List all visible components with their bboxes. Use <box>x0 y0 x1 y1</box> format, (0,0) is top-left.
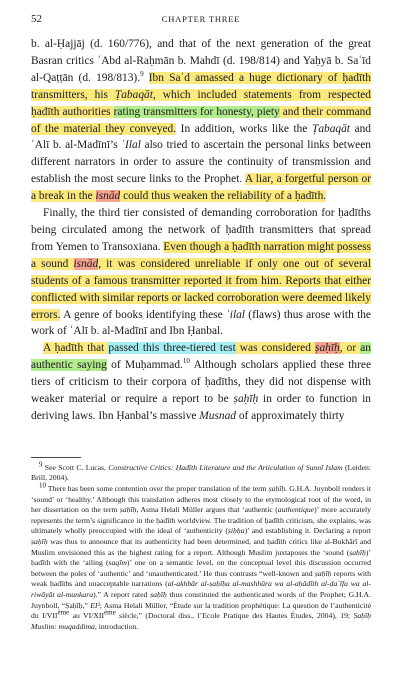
footnote-ref-9[interactable]: 9 <box>140 70 144 79</box>
footnote-9 <box>31 460 371 484</box>
text-italic: Ṭabaqāt <box>312 122 350 135</box>
footnote-number: 10 <box>39 481 46 490</box>
footnote-text: was thus to announce that its authenticity had been determined, and ḥadīth critics like al-Bukhārī and Muslim envisioned this as the highest rating for a report. Although Muslim juxtaposes the ‘sound ( <box>31 537 371 557</box>
footnote-italic: authentique <box>277 505 315 515</box>
footnote-italic: ṣaḥīḥ <box>349 547 366 557</box>
footnote-text: , Asma Helali Müller argues that ‘authentic ( <box>136 505 278 515</box>
text-run: Finally, the third tier consisted of demanding corroboration for ḥadīths being circulated among the network of ḥadīth transmitters that spread from Yemen to Transoxiana. <box>31 207 371 253</box>
highlight-yellow[interactable]: was considered <box>235 342 316 355</box>
highlight-cyan[interactable]: passed this three-tiered test <box>108 342 236 355</box>
footnote-text: There has been some contention over the proper translation of the term <box>46 484 269 494</box>
text-run: in order to function in deriving laws. Ibn Ḥanbal’s massive <box>31 393 371 422</box>
highlight-yellow[interactable]: , it was considered unreliable if only one out of several students of a famous transmitter reported it from him. Reports that either conflicted with similar reports or lacked corroboration were deemed likely errors. <box>31 257 372 321</box>
footnote-number: 9 <box>39 460 43 469</box>
superscript: ème <box>57 608 70 617</box>
footnote-divider <box>31 457 81 458</box>
text-run: Although scholars applied these three tiers of criticism to their corpora of ḥadīths, they did not dispense with weaker material or require a report to be <box>31 359 371 406</box>
paragraph-2 <box>31 205 371 340</box>
highlight-green[interactable]: rating transmitters for honesty, piety <box>113 105 280 118</box>
text-run: A genre of books identifying these <box>60 308 226 321</box>
text-run: also tried to ascertain the personal links between different narrators in order to assure the continuity of transmission and establish the most secure links to the Prophet. <box>31 139 371 186</box>
footnote-italic: EI² <box>90 600 100 610</box>
highlight-yellow-italic[interactable]: Ṭabaqāt <box>114 88 153 101</box>
highlight-yellow[interactable]: and their command of the material they conveyed. <box>31 105 372 135</box>
footnote-text: . G.H.A. Juynboll renders it ‘sound’ or ‘healthy.’ Although this translation adheres most closely to the etymological root of the word, in her dissertation on the term <box>31 484 371 515</box>
footnote-italic: ṣaḥīḥ <box>150 589 167 599</box>
footnote-text: ).” A report rated <box>93 589 151 599</box>
footnote-text: siècle,” (Doctoral diss., l’Ecole Pratique des Hautes Études, 2004), 19; <box>115 611 354 621</box>
footnote-text: See Scott C. Lucas, <box>42 462 109 472</box>
paragraph-1 <box>31 36 371 205</box>
footnote-italic: ṣaḥīḥ <box>268 484 286 494</box>
footnotes <box>31 460 371 633</box>
highlight-yellow[interactable]: Even though a ḥadīth narration might possess a sound <box>31 240 371 270</box>
footnote-text: reports with weak ḥadīths and unacceptable narrations ( <box>31 568 371 589</box>
footnote-italic: Constructive Critics: Ḥadīth Literature and the Articulation of Sunnī Islam <box>108 462 343 472</box>
footnote-italic: ṣiḥḥa <box>227 526 245 536</box>
footnote-italic: ṣaḥīḥ <box>314 568 332 578</box>
superscript: ème <box>104 608 116 617</box>
footnote-italic: saqīm <box>108 558 127 568</box>
footnote-italic: ṣaḥīḥ <box>119 505 137 515</box>
highlight-green[interactable]: an authentic saying <box>31 342 371 372</box>
text-run: In addition, works like the <box>176 122 312 135</box>
text-run: (flaws) thus arose with the work of ʿAlī b. al-Madīnī and Ibn Ḥanbal. <box>31 308 371 338</box>
highlight-yellow[interactable]: , or <box>339 342 361 355</box>
highlight-yellow[interactable]: A ḥadīth that <box>43 342 109 355</box>
footnote-text: , introduction. <box>94 621 139 631</box>
text-run: of Muḥammad. <box>106 359 183 372</box>
footnote-text: )’ and establishing it. Declaring a report <box>244 526 371 536</box>
highlight-yellow[interactable]: could thus weaken the reliability of a ḥadīth. <box>120 190 327 203</box>
footnote-text: thus constituted the authenticated words of the Prophet; G.H.A. Juynboll, “Ṣaḥīḥ,” <box>31 589 371 610</box>
text-italic: ʿIlal <box>121 139 141 152</box>
running-head: CHAPTER THREE <box>161 14 241 24</box>
highlight-red[interactable]: ṣaḥīḥ <box>315 342 340 355</box>
footnote-italic: al-akhbār al-ṣaḥīḥa al-mashhūra wa al-aḥādīth al-ḍaʿīfa wa al-riwāyāt al-munkara <box>31 579 371 599</box>
text-italic: ʿilal <box>225 308 245 321</box>
text-run: of approximately thirty <box>236 409 345 422</box>
footnote-text: )’ ḥadīth with the ‘ailing ( <box>31 547 371 568</box>
text-run: and ʿAlī b. al-Madīnī’s <box>31 122 371 152</box>
highlight-yellow[interactable]: A liar, a forgetful person or a break in the <box>31 173 371 203</box>
page-number: 52 <box>31 13 42 25</box>
paragraph-3 <box>31 340 371 425</box>
page-header <box>31 10 371 30</box>
footnote-text: ; Asma Helali Müller, “Étude sur la tradition prophétique: La question de l’authenticité du I/VII <box>31 600 371 621</box>
footnote-text: (Leiden: Brill, 2004). <box>31 462 371 483</box>
text-italic: Musnad <box>199 409 236 422</box>
book-page <box>0 10 400 690</box>
footnote-text: )’ one on a semantic level, on the conceptual level this discussion occurred between the poles of ‘authentic’ and ‘unauthenticated.’ He thus contrasts “well-known and <box>31 558 371 578</box>
text-italic: ṣaḥīḥ <box>233 393 259 406</box>
footnote-10 <box>31 481 371 632</box>
footnote-italic: ṣaḥīḥ <box>31 537 48 546</box>
footnote-italic: Ṣaḥīḥ Muslim: muqaddima <box>31 611 371 631</box>
highlight-red[interactable]: isnād <box>95 190 121 203</box>
text-run: b. al-Ḥajjāj (d. 160/776), and that of the next generation of the great Basran critics ʿAbd al-Raḥmān b. Mahdī (d. 198/814) and Yaḥyā b. Saʿīd al-Qaṭṭān (d. 198/813). <box>31 38 371 84</box>
footnote-text: au VI/XII <box>69 611 105 621</box>
highlight-red[interactable]: isnād <box>73 257 99 270</box>
footnote-ref-10[interactable]: 10 <box>182 357 190 366</box>
highlight-yellow[interactable]: , which included statements from respected ḥadīth authorities <box>31 88 371 118</box>
footnote-text: )’ more accurately represents the term’s significance in the ḥadīth worldview. The tradition of ḥadīth criticism, she explains, was ultimately wholly preoccupied with the ideal of ‘authenticity ( <box>31 505 371 536</box>
main-text <box>31 36 371 425</box>
highlight-yellow[interactable]: Ibn Saʿd amassed a huge dictionary of ḥadīth transmitters, his <box>31 71 372 101</box>
